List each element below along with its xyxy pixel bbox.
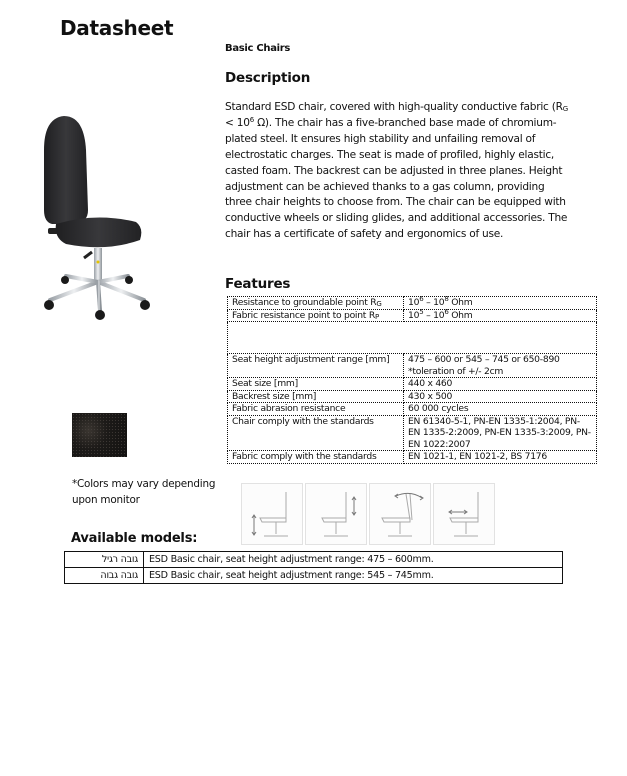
features-heading: Features <box>225 276 291 292</box>
chair-product-image <box>36 110 156 325</box>
model-code: גובה גבוה <box>65 568 144 584</box>
model-description: ESD Basic chair, seat height adjustment range: 475 – 600mm. <box>144 552 563 568</box>
feature-value: $10^6 - 10^8$ Ohm <box>404 297 597 310</box>
model-description: ESD Basic chair, seat height adjustment range: 545 – 745mm. <box>144 568 563 584</box>
description-text: Standard ESD chair, covered with high-quality conductive fabric ($R_G < 10^6$ Ω). The chair has a five-branched base made of chromium-plated steel. It ensures high stability and unfailing removal of electrostatic charges. The seat is made of profiled, highly elastic, casted foam. The backrest can be adjusted in three planes. Height adjustment can be achieved thanks to a gas column, providing three chair heights to choose from. The chair can be equipped with conductive wheels or sliding glides, and additional accessories. The chair has a certificate of safety and ergonomics of use. <box>225 101 568 241</box>
table-row-empty <box>228 322 597 354</box>
feature-value: 440 x 460 <box>404 378 597 391</box>
models-table <box>64 551 563 584</box>
page-title: Datasheet <box>60 16 174 40</box>
feature-key: Fabric abrasion resistance <box>228 403 404 416</box>
features-table <box>227 296 597 464</box>
table-row <box>228 378 597 391</box>
feature-value: 475 – 600 or 545 – 745 or 650-890 *toleration of +/- 2cm <box>404 354 597 378</box>
table-row <box>228 297 597 310</box>
feature-key: Fabric resistance point to point $R_P$ <box>228 309 404 322</box>
table-row <box>228 354 597 378</box>
feature-value: 60 000 cycles <box>404 403 597 416</box>
table-row <box>228 451 597 464</box>
color-disclaimer: *Colors may vary depending upon monitor <box>72 478 216 506</box>
fabric-color-swatch <box>72 413 127 457</box>
table-row <box>228 309 597 322</box>
feature-value: $10^5 - 10^6$ Ohm <box>404 309 597 322</box>
backrest-height-adjust-icon <box>305 483 367 545</box>
description-heading: Description <box>225 70 311 86</box>
feature-key: Chair comply with the standards <box>228 415 404 451</box>
model-code: גובה רגיל <box>65 552 144 568</box>
table-row <box>228 390 597 403</box>
seat-depth-adjust-icon <box>433 483 495 545</box>
backrest-tilt-adjust-icon <box>369 483 431 545</box>
table-row <box>228 415 597 451</box>
feature-key: Backrest size [mm] <box>228 390 404 403</box>
feature-value: EN 1021-1, EN 1021-2, BS 7176 <box>404 451 597 464</box>
feature-key: Seat size [mm] <box>228 378 404 391</box>
feature-value: EN 61340-5-1, PN-EN 1335-1:2004, PN-EN 1335-2:2009, PN-EN 1335-3:2009, PN-EN 1022:2007 <box>404 415 597 451</box>
table-row <box>65 552 563 568</box>
table-row <box>65 568 563 584</box>
feature-key: Seat height adjustment range [mm] <box>228 354 404 378</box>
feature-key: Resistance to groundable point $R_G$ <box>228 297 404 310</box>
empty-cell <box>228 322 597 354</box>
feature-key: Fabric comply with the standards <box>228 451 404 464</box>
seat-height-adjust-icon <box>241 483 303 545</box>
models-heading: Available models: <box>71 531 198 546</box>
table-row <box>228 403 597 416</box>
product-category: Basic Chairs <box>225 43 291 54</box>
feature-value: 430 x 500 <box>404 390 597 403</box>
